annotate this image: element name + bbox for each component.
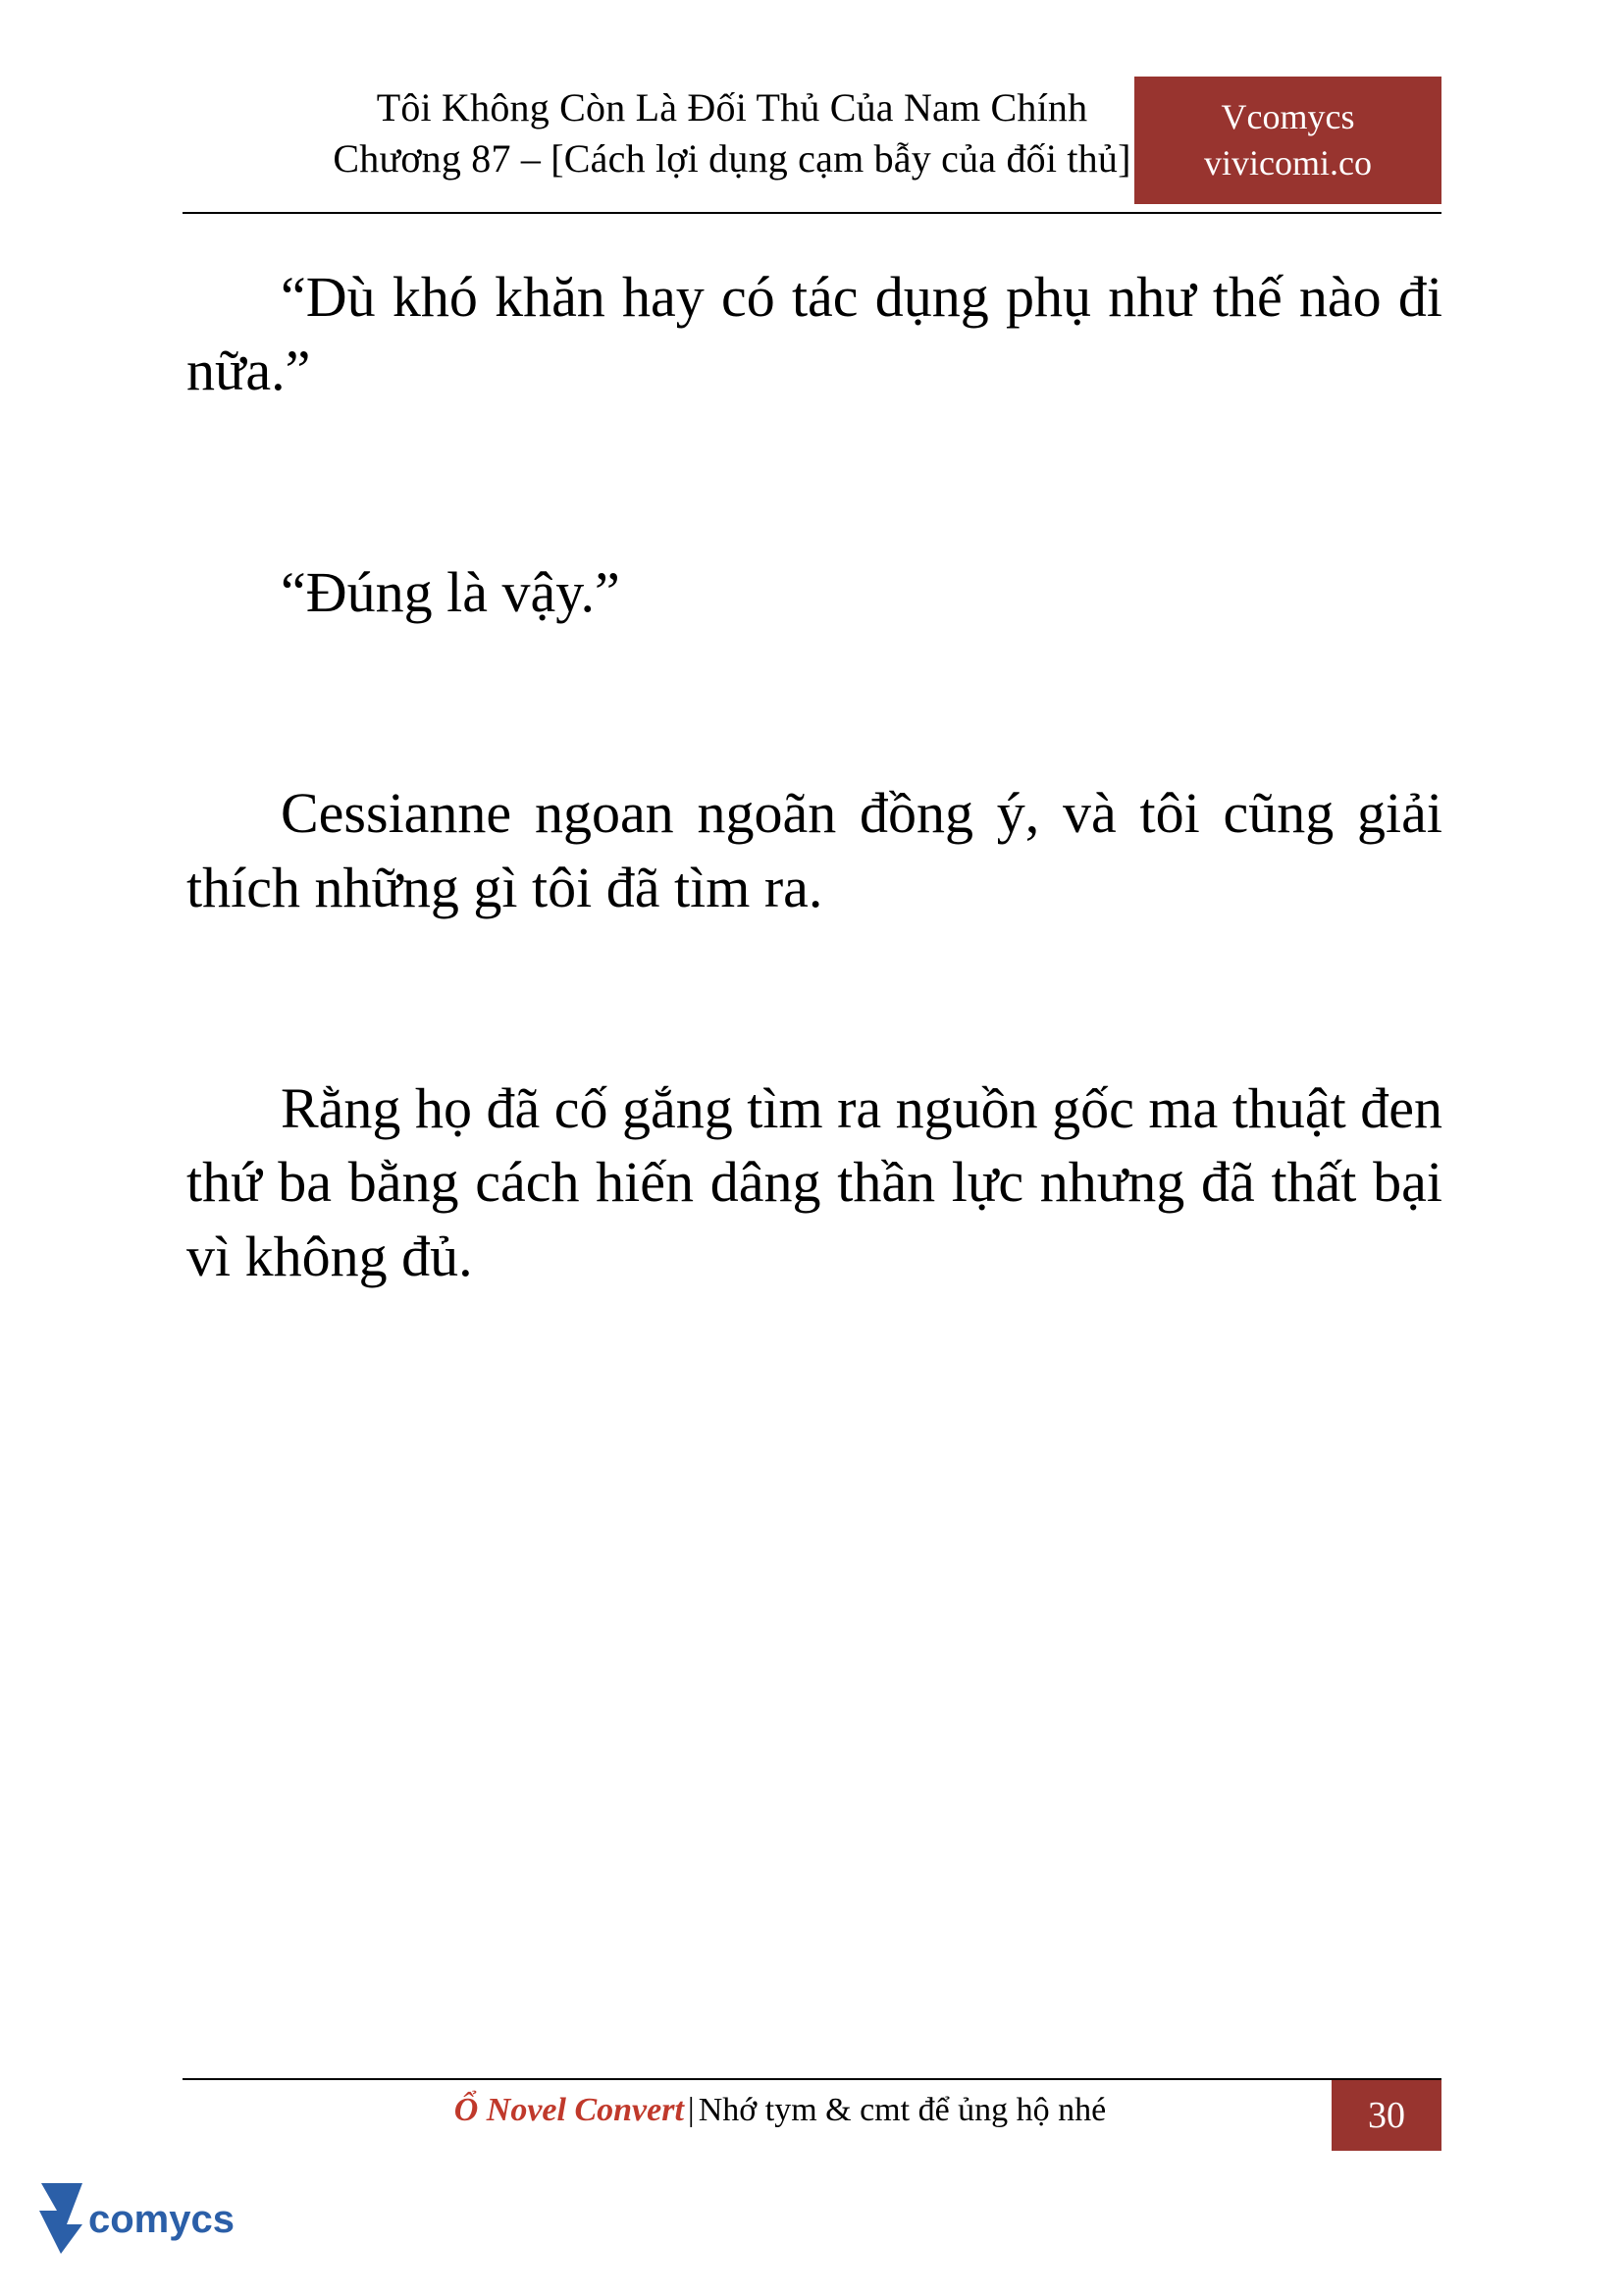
site-badge-name: Vcomycs	[1221, 97, 1355, 137]
paragraph: “Đúng là vậy.”	[281, 559, 620, 624]
page-header	[183, 77, 1441, 214]
page-content	[186, 260, 1442, 1293]
novel-title: Tôi Không Còn Là Đối Thủ Của Nam Chính	[376, 85, 1088, 130]
vcomycs-watermark-logo	[37, 2171, 283, 2260]
page-footer	[183, 2078, 1441, 2151]
footer-separator: |	[687, 2092, 695, 2128]
paragraph: Rằng họ đã cố gắng tìm ra nguồn gốc ma thuật đen thứ ba bằng cách hiến dâng thần lực nhưng đã thất bại vì không đủ.	[186, 1075, 1442, 1288]
paragraph: Cessianne ngoan ngoãn đồng ý, và tôi cũng giải thích những gì tôi đã tìm ra.	[186, 781, 1442, 919]
footer-credit	[183, 2092, 1378, 2129]
paragraph: “Dù khó khăn hay có tác dụng phụ như thế nào đi nữa.”	[186, 265, 1442, 403]
page-number-badge: 30	[1332, 2080, 1441, 2151]
chapter-title: Chương 87 – [Cách lợi dụng cạm bẫy của đối thủ]	[333, 136, 1131, 181]
site-badge-url: vivicomi.co	[1204, 143, 1372, 183]
header-title-block	[183, 82, 1282, 184]
footer-note: Nhớ tym & cmt để ủng hộ nhé	[698, 2092, 1107, 2128]
svg-text:comycs: comycs	[88, 2198, 235, 2241]
footer-brand: Ổ Novel Convert	[453, 2092, 684, 2128]
header-divider	[183, 212, 1441, 214]
footer-inner	[183, 2080, 1441, 2151]
site-badge	[1134, 77, 1441, 204]
